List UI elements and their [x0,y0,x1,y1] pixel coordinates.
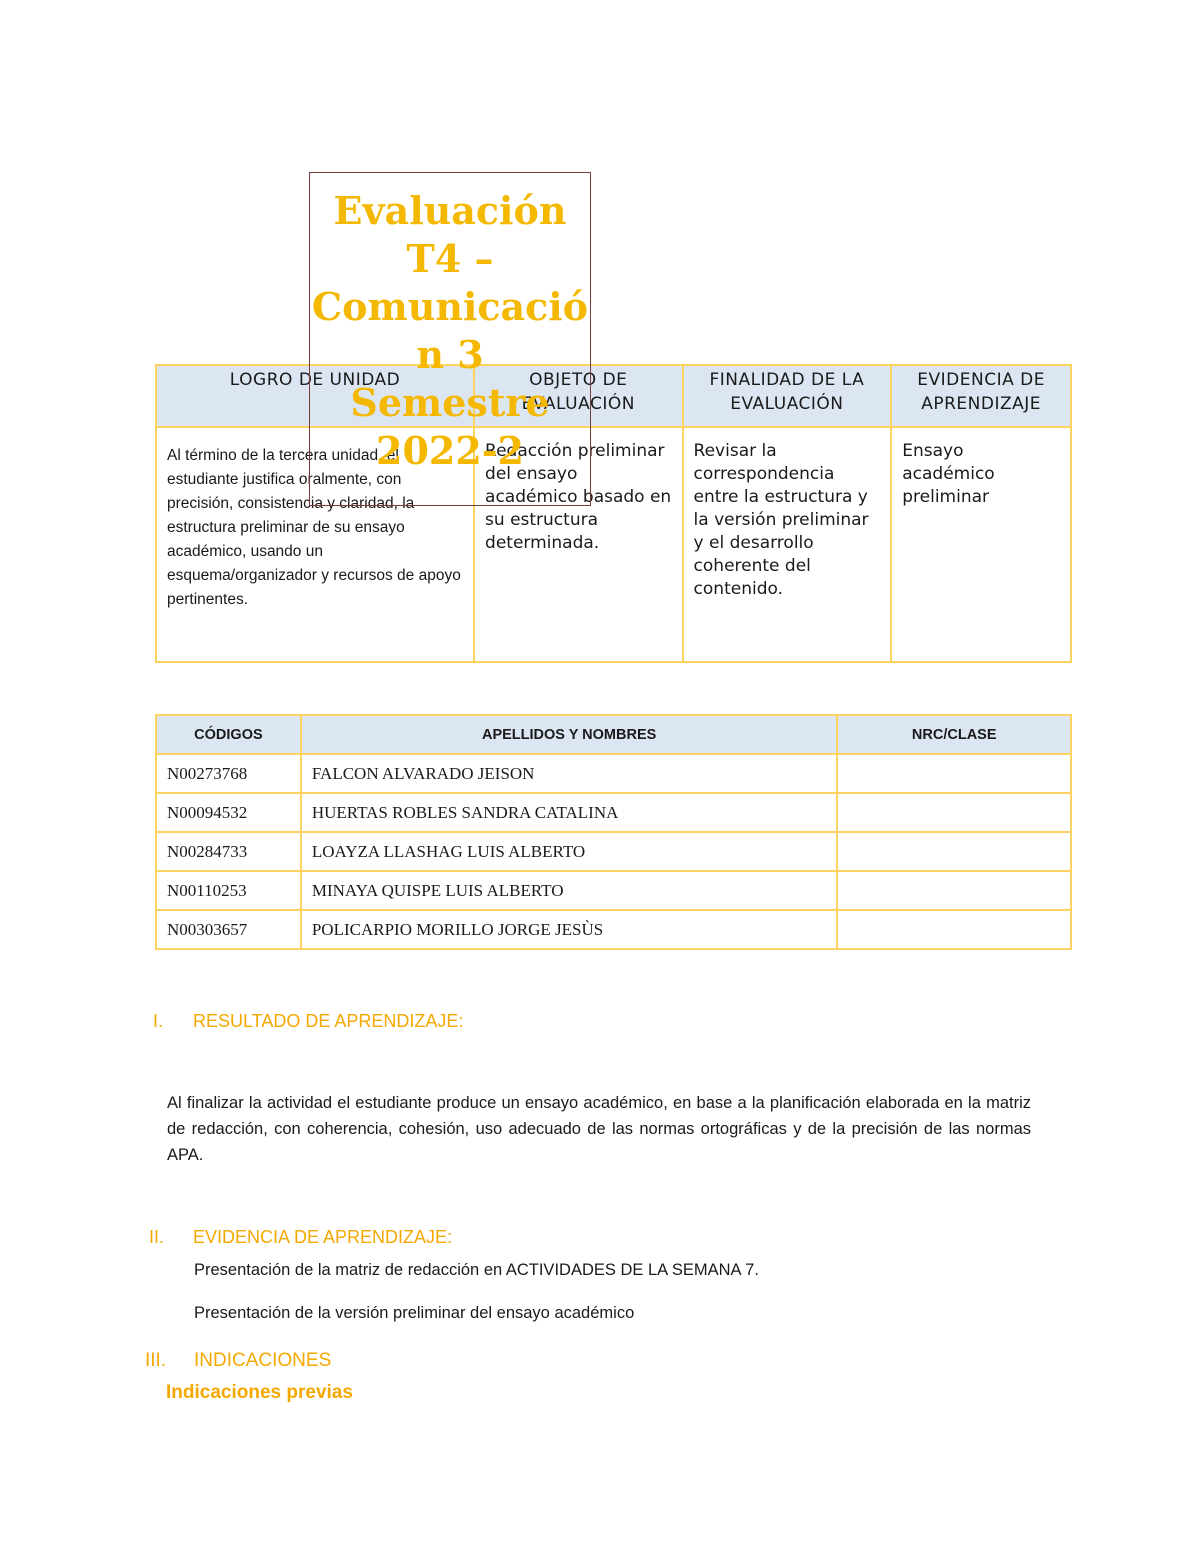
section-title: EVIDENCIA DE APRENDIZAJE: [193,1227,453,1247]
evidencia-line-1: Presentación de la matriz de redacción en ACTIVIDADES DE LA SEMANA 7. [194,1261,759,1279]
student-nrc [837,832,1071,871]
cell-objeto: Redacción preliminar del ensayo académico basado en su estructura determinada. [474,427,683,662]
student-name: MINAYA QUISPE LUIS ALBERTO [301,871,838,910]
student-nrc [837,910,1071,949]
section-resultado-heading [153,1011,753,1035]
table-row [156,793,1071,832]
evaluation-info-table [155,364,1072,663]
section-number: III. [145,1350,167,1371]
student-code: N00094532 [156,793,301,832]
header-codigos: CÓDIGOS [156,715,301,754]
table-row [156,832,1071,871]
section-evidencia-heading [149,1227,749,1251]
cell-finalidad: Revisar la correspondencia entre la estructura y la versión preliminar y el desarrollo coherente del contenido. [683,427,892,662]
students-header-row [156,715,1071,754]
title-line-2: T4 – [406,236,494,281]
section-number: I. [153,1011,164,1031]
student-nrc [837,754,1071,793]
indicaciones-previas-subheading: Indicaciones previas [166,1382,353,1403]
student-nrc [837,871,1071,910]
cell-evidencia: Ensayo académico preliminar [891,427,1071,662]
student-code: N00273768 [156,754,301,793]
student-name: POLICARPIO MORILLO JORGE JESÙS [301,910,838,949]
title-line-3: Comunicación 3 [311,284,589,377]
title-line-5: 2022-2 [376,428,524,473]
header-nrc: NRC/CLASE [837,715,1071,754]
student-code: N00303657 [156,910,301,949]
student-name: LOAYZA LLASHAG LUIS ALBERTO [301,832,838,871]
section-title: INDICACIONES [194,1350,332,1371]
header-finalidad: FINALIDAD DE LA EVALUACIÓN [683,365,892,427]
evaluation-header-row [156,365,1071,427]
student-name: HUERTAS ROBLES SANDRA CATALINA [301,793,838,832]
title-box [309,172,591,506]
students-table [155,714,1072,950]
section-title: RESULTADO DE APRENDIZAJE: [193,1011,464,1031]
student-code: N00110253 [156,871,301,910]
table-row [156,910,1071,949]
resultado-paragraph: Al finalizar la actividad el estudiante produce un ensayo académico, en base a la planificación elaborada en la matriz de redacción, con coherencia, cohesión, uso adecuado de las normas ortográficas y de la precisión de las normas APA. [167,1094,1031,1164]
cell-logro: Al término de la tercera unidad, el estudiante justifica oralmente, con precisión, consistencia y claridad, la estructura preliminar de su ensayo académico, usando un esquema/organizador y recursos de apoyo pertinentes. [156,427,474,662]
header-logro: LOGRO DE UNIDAD [156,365,474,427]
title-line-4: Semestre [350,380,550,425]
section-number: II. [149,1227,165,1247]
section-indicaciones-heading [145,1350,745,1374]
student-nrc [837,793,1071,832]
title-line-1: Evaluación [333,188,567,233]
evidencia-line-2: Presentación de la versión preliminar del ensayo académico [194,1304,635,1322]
document-title [310,173,590,475]
header-objeto: OBJETO DE EVALUACIÓN [474,365,683,427]
table-row [156,871,1071,910]
header-evidencia: EVIDENCIA DE APRENDIZAJE [891,365,1071,427]
student-name: FALCON ALVARADO JEISON [301,754,838,793]
evaluation-content-row [156,427,1071,662]
header-nombres: APELLIDOS Y NOMBRES [301,715,838,754]
table-row [156,754,1071,793]
student-code: N00284733 [156,832,301,871]
